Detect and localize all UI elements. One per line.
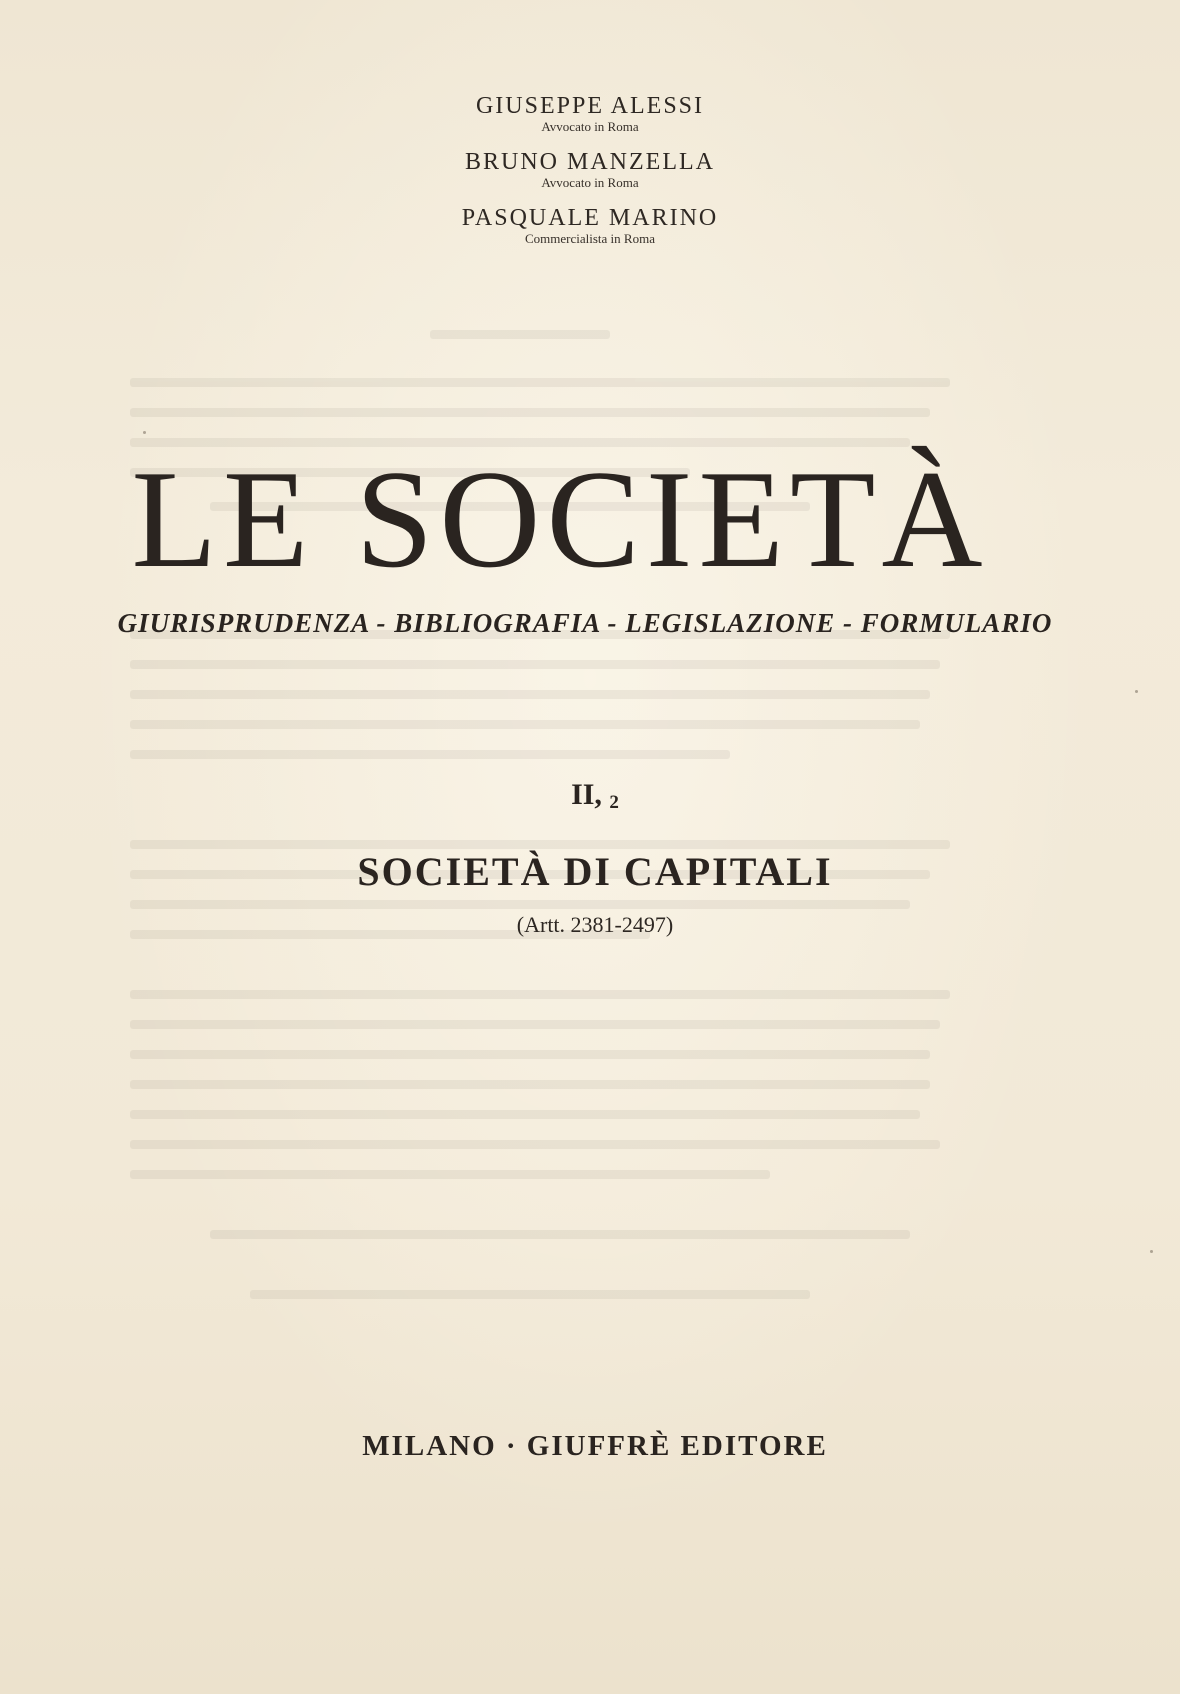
publisher-imprint: MILANO · GIUFFRÈ EDITORE <box>362 1430 828 1462</box>
author-role: Commercialista in Roma <box>525 231 655 246</box>
author-role: Avvocato in Roma <box>541 175 639 190</box>
authors-block <box>0 92 1180 260</box>
book-title: LE SOCIETÀ <box>131 442 989 597</box>
volume-main: II, <box>571 778 602 811</box>
book-subtitle: GIURISPRUDENZA - BIBLIOGRAFIA - LEGISLAZIONE - FORMULARIO <box>117 608 1053 638</box>
author-entry <box>0 204 1180 246</box>
articles-range: (Artt. 2381-2497) <box>516 912 674 937</box>
volume-number <box>0 778 1180 812</box>
author-name: GIUSEPPE ALESSI <box>475 93 705 119</box>
paper-speck <box>1150 1250 1153 1253</box>
volume-part: 2 <box>609 792 619 813</box>
author-role: Avvocato in Roma <box>541 119 639 134</box>
author-entry <box>0 92 1180 134</box>
section-title: SOCIETÀ DI CAPITALI <box>357 849 833 894</box>
paper-speck <box>143 431 146 434</box>
paper-speck <box>1135 690 1138 693</box>
author-name: PASQUALE MARINO <box>461 205 719 231</box>
author-name: BRUNO MANZELLA <box>465 149 715 175</box>
author-entry <box>0 148 1180 190</box>
